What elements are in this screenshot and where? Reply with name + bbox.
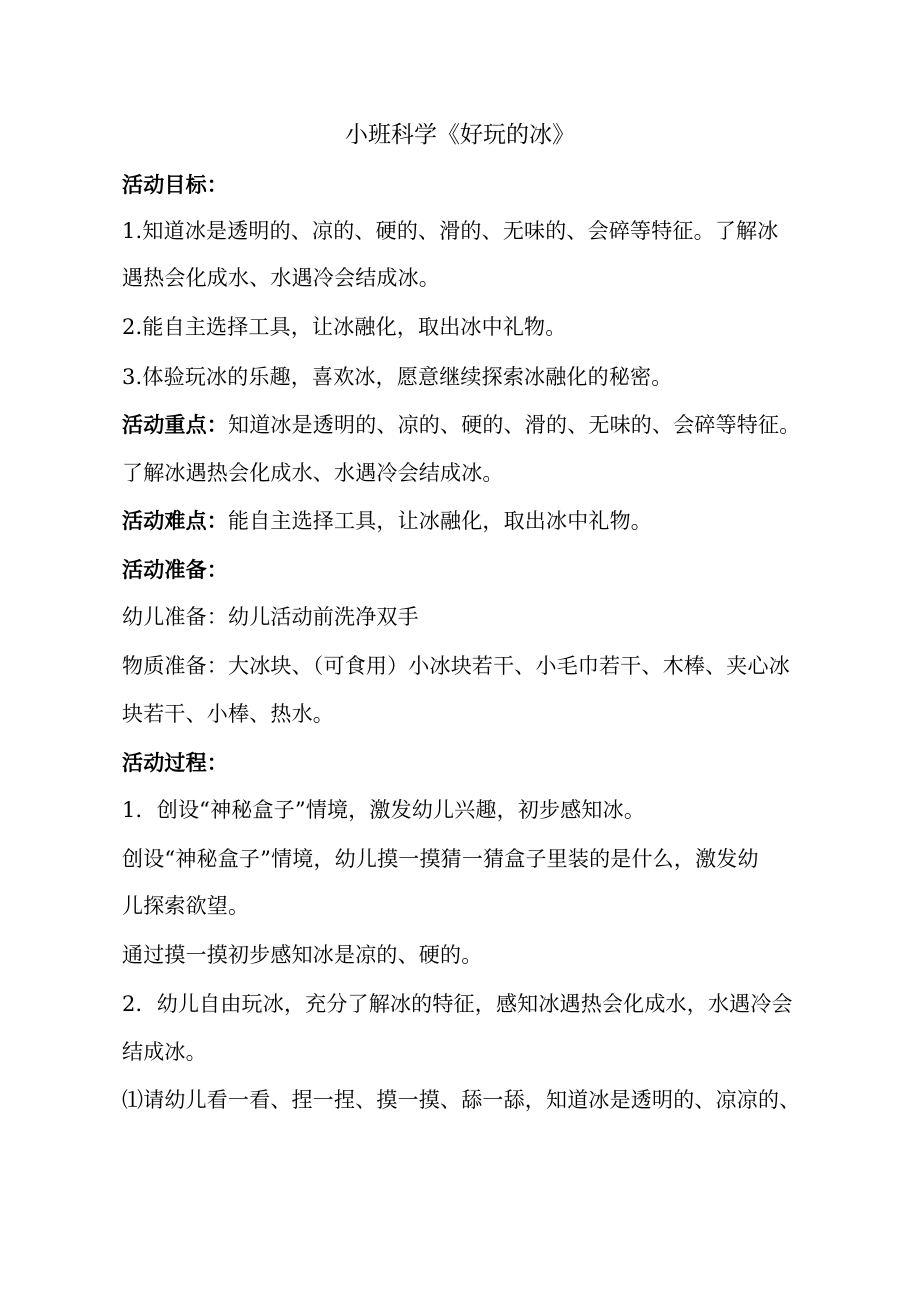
- child-preparation: 幼儿准备：幼儿活动前洗净双手: [122, 605, 419, 629]
- material-preparation-line-2: 块若干、小棒、热水。: [122, 702, 334, 726]
- goal-3: 3.体验玩冰的乐趣，喜欢冰，愿意继续探索冰融化的秘密。: [122, 365, 673, 389]
- document-title: 小班科学《好玩的冰》: [345, 122, 575, 148]
- goal-2: 2.能自主选择工具，让冰融化，取出冰中礼物。: [122, 315, 567, 339]
- key-point-paragraph: [122, 412, 812, 438]
- goal-1-line-2: 遇热会化成水、水遇冷会结成冰。: [122, 266, 440, 290]
- difficulty-text: 能自主选择工具，让冰融化，取出冰中礼物。: [228, 509, 652, 533]
- key-point-text: 知道冰是透明的、凉的、硬的、滑的、无味的、会碎等特征。: [228, 413, 801, 437]
- difficulty-label: 活动难点：: [122, 509, 228, 533]
- step-2-title-line-1: 2．幼儿自由玩冰，充分了解冰的特征，感知冰遇热会化成水，水遇冷会: [122, 992, 793, 1016]
- step-2-sub-1: ⑴请幼儿看一看、捏一捏、摸一摸、舔一舔，知道冰是透明的、凉凉的、: [122, 1088, 801, 1112]
- goals-heading: 活动目标：: [122, 173, 228, 197]
- difficulty-paragraph: [122, 508, 812, 534]
- step-1-title: 1．创设“神秘盒子”情境，激发幼儿兴趣，初步感知冰。: [122, 798, 646, 822]
- preparation-heading: 活动准备：: [122, 558, 228, 582]
- step-2-title-line-2: 结成冰。: [122, 1040, 207, 1064]
- step-1-desc-line-1: 创设“神秘盒子”情境，幼儿摸一摸猜一猜盒子里装的是什么，激发幼: [122, 847, 759, 871]
- material-preparation-line-1: 物质准备：大冰块、（可食用）小冰块若干、小毛巾若干、木棒、夹心冰: [122, 654, 790, 678]
- step-1-desc-line-2: 儿探索欲望。: [122, 894, 250, 918]
- process-heading: 活动过程：: [122, 751, 228, 775]
- goal-1-line-1: 1.知道冰是透明的、凉的、硬的、滑的、无味的、会碎等特征。了解冰: [122, 219, 779, 243]
- key-point-label: 活动重点：: [122, 413, 228, 437]
- step-1-desc-line-3: 通过摸一摸初步感知冰是凉的、硬的。: [122, 943, 483, 967]
- key-point-line-2: 了解冰遇热会化成水、水遇冷会结成冰。: [122, 461, 504, 485]
